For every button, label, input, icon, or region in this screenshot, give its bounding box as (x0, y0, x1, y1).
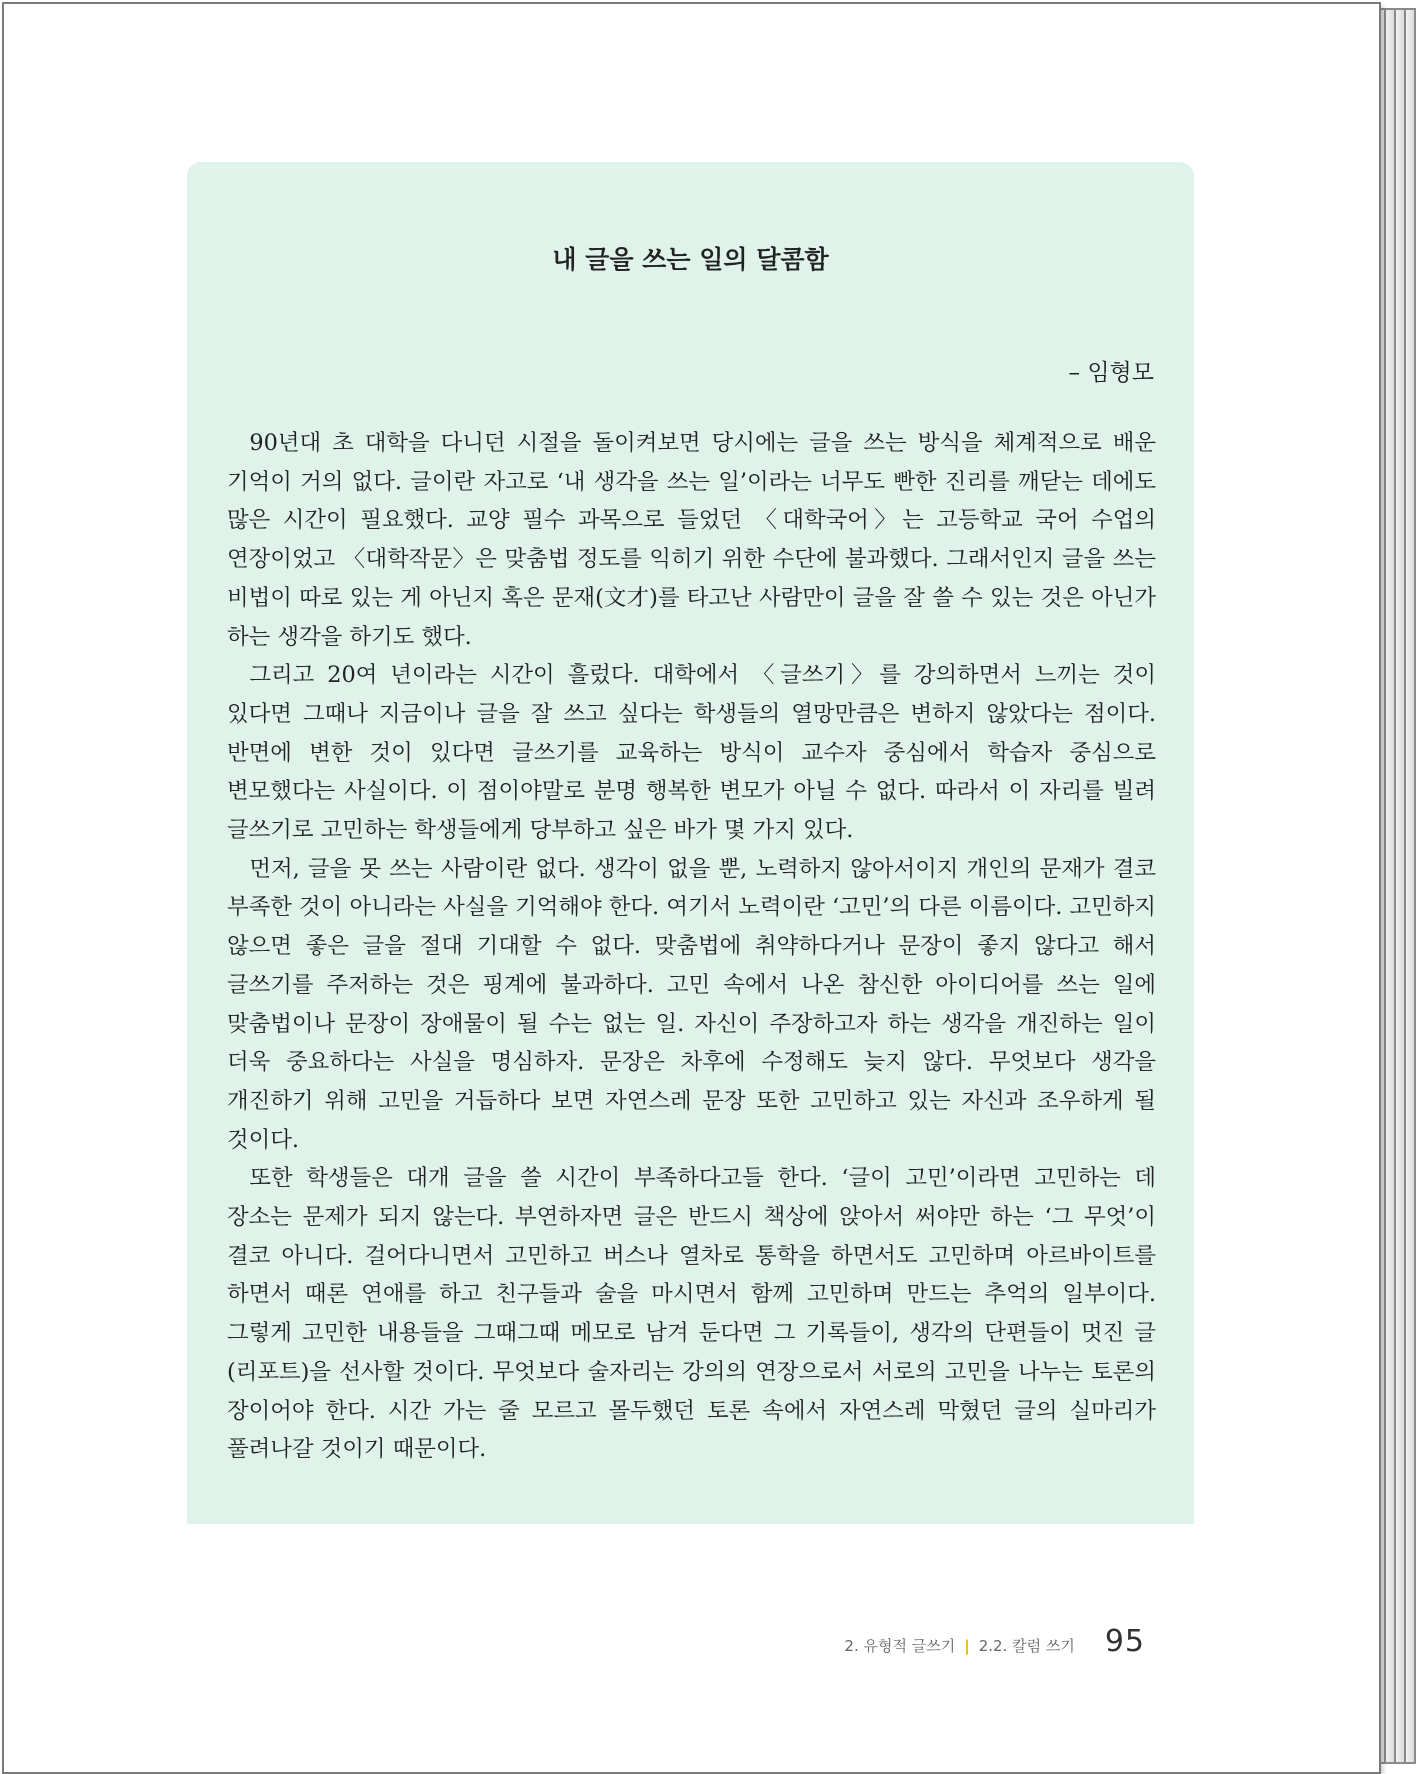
essay-paragraph: 그리고 20여 년이라는 시간이 흘렀다. 대학에서 〈글쓰기〉를 강의하면서 느끼는 것이 있다면 그때나 지금이나 글을 잘 쓰고 싶다는 학생들의 열망만큼은 변하지 않았다는 점이다. 반면에 변한 것이 있다면 글쓰기를 교육하는 방식이 교수자 중심에서 학습자 중심으로 변모했다는 사실이다. 이 점이야말로 분명 행복한 변모가 아닐 수 없다. 따라서 이 자리를 빌려 글쓰기로 고민하는 학생들에게 당부하고 싶은 바가 몇 가지 있다. (227, 662, 1156, 844)
essay-paragraph: 90년대 초 대학을 다니던 시절을 돌이켜보면 당시에는 글을 쓰는 방식을 체계적으로 배운 기억이 거의 없다. 글이란 자고로 ‘내 생각을 쓰는 일’이라는 너무도 빤한 진리를 깨닫는 데에도 많은 시간이 필요했다. 교양 필수 과목으로 들었던 〈대학국어〉는 고등학교 국어 수업의 연장이었고 〈대학작문〉은 맞춤법 정도를 익히기 위한 수단에 불과했다. 그래서인지 글을 쓰는 비법이 따로 있는 게 아닌지 혹은 문재(文才)를 타고난 사람만이 글을 잘 쓸 수 있는 것은 아닌가 하는 생각을 하기도 했다. (227, 430, 1156, 650)
essay-paragraph: 먼저, 글을 못 쓰는 사람이란 없다. 생각이 없을 뿐, 노력하지 않아서이지 개인의 문재가 결코 부족한 것이 아니라는 사실을 기억해야 한다. 여기서 노력이란 ‘고민’의 다른 이름이다. 고민하지 않으면 좋은 글을 절대 기대할 수 없다. 맞춤법에 취약하다거나 문장이 좋지 않다고 해서 글쓰기를 주저하는 것은 핑계에 불과하다. 고민 속에서 나온 참신한 아이디어를 쓰는 일에 맞춤법이나 문장이 장애물이 될 수는 없는 일. 자신이 주장하고자 하는 생각을 개진하는 일이 더욱 중요하다는 사실을 명심하자. 문장은 차후에 수정해도 늦지 않다. 무엇보다 생각을 개진하기 위해 고민을 거듭하다 보면 자연스레 문장 또한 고민하고 있는 자신과 조우하게 될 것이다. (227, 855, 1156, 1153)
page-footer (844, 1624, 1145, 1659)
book-page (2, 2, 1381, 1774)
footer-chapter: 2. 유형적 글쓰기 (844, 1637, 956, 1655)
page-edge (1404, 8, 1416, 1764)
page-number: 95 (1104, 1624, 1145, 1659)
essay-box (187, 162, 1194, 1524)
essay-paragraph: 또한 학생들은 대개 글을 쓸 시간이 부족하다고들 한다. ‘글이 고민’이라면 고민하는 데 장소는 문제가 되지 않는다. 부연하자면 글은 반드시 책상에 앉아서 써야만 하는 ‘그 무엇’이 결코 아니다. 걸어다니면서 고민하고 버스나 열차로 통학을 하면서도 고민하며 아르바이트를 하면서 때론 연애를 하고 친구들과 술을 마시면서 함께 고민하며 만드는 추억의 일부이다. 그렇게 고민한 내용들을 그때그때 메모로 남겨 둔다면 그 기록들이, 생각의 단편들이 멋진 글(리포트)을 선사할 것이다. 무엇보다 술자리는 강의의 연장으로서 서로의 고민을 나누는 토론의 장이어야 한다. 시간 가는 줄 모르고 몰두했던 토론 속에서 자연스레 막혔던 글의 실마리가 풀려나갈 것이기 때문이다. (227, 1165, 1156, 1463)
footer-separator: | (964, 1637, 970, 1655)
essay-author: – 임형모 (1068, 360, 1154, 386)
footer-section: 2.2. 칼럼 쓰기 (978, 1637, 1075, 1655)
essay-body (227, 424, 1156, 1469)
essay-title: 내 글을 쓰는 일의 달콤함 (552, 245, 829, 274)
